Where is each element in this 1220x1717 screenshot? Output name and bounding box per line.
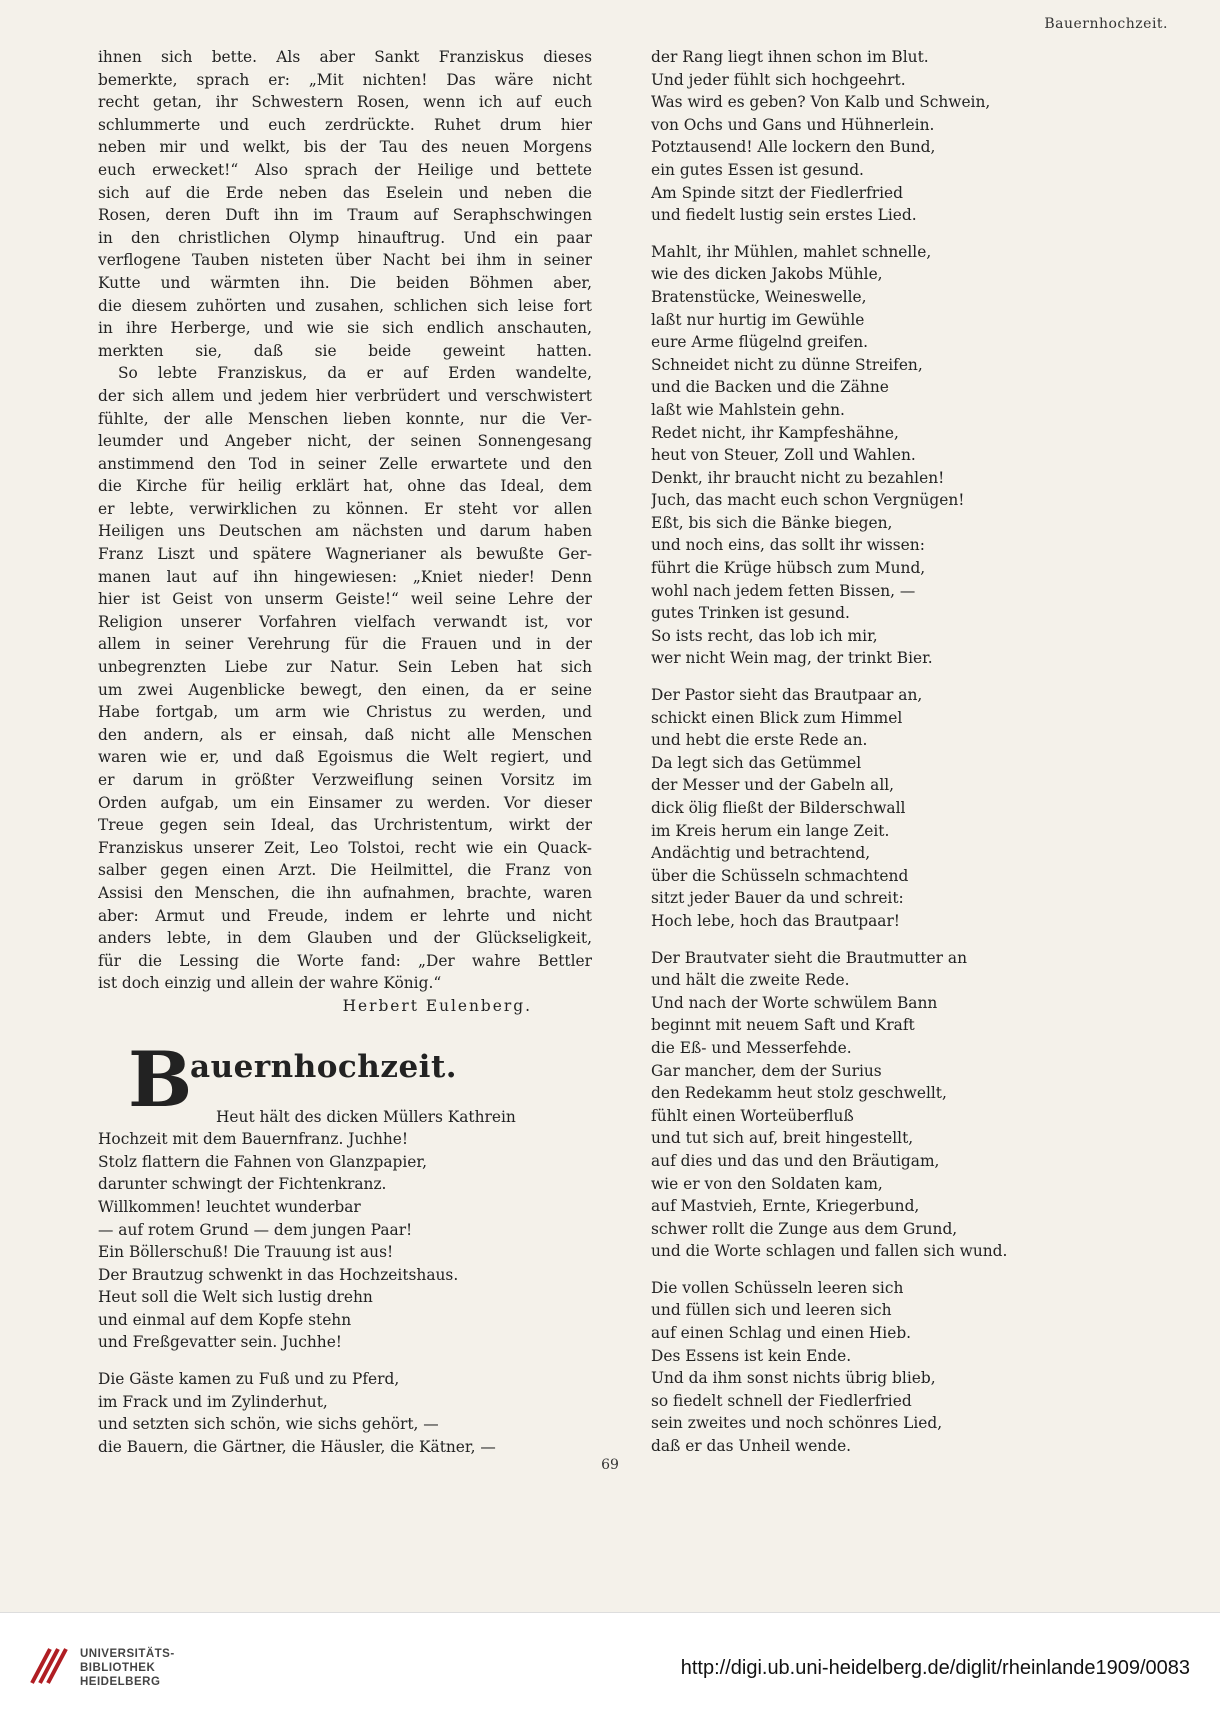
text-line: den andern, als er einsah, daß nicht alle Menschen bbox=[98, 725, 592, 744]
text-line: Treue gegen sein Ideal, das Urchristentum, wirkt der bbox=[98, 816, 592, 835]
text-line: die Bauern, die Gärtner, die Häusler, die Kätner, — bbox=[98, 1437, 496, 1456]
text-line: — auf rotem Grund — dem jungen Paar! bbox=[98, 1220, 413, 1239]
text-line: von Ochs und Gans und Hühnerlein. bbox=[651, 115, 935, 134]
text-line: salber gegen einen Arzt. Die Heilmittel, die Franz von bbox=[98, 861, 592, 880]
text-line: Und nach der Worte schwülem Bann bbox=[651, 993, 938, 1012]
text-line: Redet nicht, ihr Kampfeshähne, bbox=[651, 423, 899, 442]
text-line: führt die Krüge hübsch zum Mund, bbox=[651, 559, 926, 578]
text-line: aber: Armut und Freude, indem er lehrte und nicht bbox=[98, 906, 592, 925]
text-line: Ein Böllerschuß! Die Trauung ist aus! bbox=[98, 1243, 394, 1262]
text-line: euch erwecket!“ Also sprach der Heilige und bettete bbox=[98, 160, 592, 179]
text-line: für die Lessing die Worte fand: „Der wahre Bettler bbox=[98, 951, 592, 970]
poem-stanza bbox=[98, 1368, 592, 1458]
text-line: schickt einen Blick zum Himmel bbox=[651, 708, 903, 727]
text-line: und setzten sich schön, wie sichs gehört, — bbox=[98, 1415, 439, 1434]
text-line: neben mir und welkt, bis der Tau des neuen Morgens bbox=[98, 138, 592, 157]
library-footer bbox=[0, 1612, 1220, 1717]
text-line: Da legt sich das Getümmel bbox=[651, 753, 862, 772]
text-line: wohl nach jedem fetten Bissen, — bbox=[651, 581, 916, 600]
text-line: Assisi den Menschen, die ihn aufnahmen, brachte, waren bbox=[98, 883, 592, 902]
text-line: Stolz flattern die Fahnen von Glanzpapier, bbox=[98, 1152, 427, 1171]
text-line: Des Essens ist kein Ende. bbox=[651, 1346, 852, 1365]
poem-stanza bbox=[651, 947, 1081, 1263]
text-line: Hochzeit mit dem Bauernfranz. Juchhe! bbox=[98, 1130, 409, 1149]
text-line: So ists recht, das lob ich mir, bbox=[651, 626, 878, 645]
text-line: und einmal auf dem Kopfe stehn bbox=[98, 1310, 352, 1329]
text-line: darunter schwingt der Fichtenkranz. bbox=[98, 1175, 387, 1194]
poem-stanza bbox=[651, 46, 1081, 227]
text-line: der Messer und der Gabeln all, bbox=[651, 776, 895, 795]
text-line: und die Backen und die Zähne bbox=[651, 378, 889, 397]
text-line: Hoch lebe, hoch das Brautpaar! bbox=[651, 911, 900, 930]
text-line: Heiligen uns Deutschen am nächsten und darum haben bbox=[98, 522, 592, 541]
text-line: schwer rollt die Zunge aus dem Grund, bbox=[651, 1219, 958, 1238]
text-line: er darum in größter Verzweiflung seinen Vorsitz im bbox=[98, 771, 592, 789]
text-line: bemerkte, sprach er: „Mit nichten! Das wäre nicht bbox=[98, 70, 592, 89]
text-line: Juch, das macht euch schon Vergnügen! bbox=[651, 491, 965, 510]
text-line: Religion unserer Vorfahren vielfach verwandt ist, vor bbox=[98, 612, 592, 631]
text-line: Der Brautvater sieht die Brautmutter an bbox=[651, 948, 968, 967]
text-line: auf einen Schlag und einen Hieb. bbox=[651, 1324, 912, 1343]
text-line: recht getan, ihr Schwestern Rosen, wenn ich auf euch bbox=[98, 93, 592, 112]
running-head: Bauernhochzeit. bbox=[1044, 16, 1168, 32]
text-line: Die vollen Schüsseln leeren sich bbox=[651, 1278, 904, 1297]
text-line: Was wird es geben? Von Kalb und Schwein, bbox=[651, 93, 991, 112]
poem-stanza bbox=[651, 1277, 1081, 1458]
text-line: Potztausend! Alle lockern den Bund, bbox=[651, 138, 936, 157]
text-line: dick ölig fließt der Bilderschwall bbox=[651, 799, 906, 817]
library-name-line: HEIDELBERG bbox=[80, 1676, 161, 1688]
text-line: sich auf die Erde neben das Eselein und neben die bbox=[98, 183, 592, 202]
text-line: und noch eins, das sollt ihr wissen: bbox=[651, 536, 925, 555]
text-line: daß er das Unheil wende. bbox=[651, 1437, 852, 1456]
text-line: Schneidet nicht zu dünne Streifen, bbox=[651, 355, 923, 374]
text-line: Mahlt, ihr Mühlen, mahlet schnelle, bbox=[651, 242, 932, 261]
text-line: im Kreis herum ein lange Zeit. bbox=[651, 821, 890, 840]
text-line: und hebt die erste Rede an. bbox=[651, 731, 868, 750]
text-line: Willkommen! leuchtet wunderbar bbox=[98, 1197, 361, 1216]
text-line: laßt nur hurtig im Gewühle bbox=[651, 310, 865, 329]
text-line: anstimmend den Tod in seiner Zelle erwartete und den bbox=[98, 454, 592, 473]
text-line: heut von Steuer, Zoll und Wahlen. bbox=[651, 446, 916, 465]
text-line: der sich allem und jedem hier verbrüdert und verschwistert bbox=[98, 386, 592, 405]
text-line: Orden aufgab, um ein Einsamer zu werden. Vor dieser bbox=[98, 793, 592, 812]
poem-stanza bbox=[651, 684, 1081, 933]
text-line: Denkt, ihr braucht nicht zu bezahlen! bbox=[651, 468, 945, 487]
library-name bbox=[80, 1647, 175, 1689]
text-line: sitzt jeder Bauer da und schreit: bbox=[651, 889, 904, 908]
text-line: die Kirche für heilig erklärt hat, ohne das Ideal, dem bbox=[98, 477, 592, 496]
text-line: Die Gäste kamen zu Fuß und zu Pferd, bbox=[98, 1370, 400, 1389]
text-line: Der Brautzug schwenkt in das Hochzeitshaus. bbox=[98, 1265, 459, 1284]
text-line: hier ist Geist von unserm Geiste!“ weil seine Lehre der bbox=[98, 590, 592, 609]
library-name-line: BIBLIOTHEK bbox=[80, 1662, 156, 1674]
left-column bbox=[98, 46, 592, 1458]
poem-first-line: Heut hält des dicken Müllers Kathrein bbox=[216, 1107, 516, 1126]
text-line: über die Schüsseln schmachtend bbox=[651, 866, 909, 885]
poem-stanza bbox=[651, 241, 1081, 670]
library-name-line: UNIVERSITÄTS- bbox=[80, 1648, 175, 1660]
text-line: sein zweites und noch schönres Lied, bbox=[651, 1414, 943, 1433]
text-line: Andächtig und betrachtend, bbox=[651, 844, 871, 863]
text-line: Heut soll die Welt sich lustig drehn bbox=[98, 1288, 373, 1307]
page-number: 69 bbox=[601, 1457, 619, 1473]
text-line: beginnt mit neuem Saft und Kraft bbox=[651, 1016, 915, 1035]
text-line: ein gutes Essen ist gesund. bbox=[651, 160, 864, 179]
text-line: schlummerte und euch zerdrückte. Ruhet drum hier bbox=[98, 115, 592, 134]
text-line: um zwei Augenblicke bewegt, den einen, da er seine bbox=[98, 680, 592, 699]
text-line: eure Arme flügelnd greifen. bbox=[651, 333, 869, 352]
text-line: verflogene Tauben nisteten über Nacht bei ihm in seiner bbox=[98, 251, 592, 270]
text-line: ihnen sich bette. Als aber Sankt Franziskus dieses bbox=[98, 48, 592, 66]
text-line: wie er von den Soldaten kam, bbox=[651, 1174, 883, 1193]
text-line: die diesem zuhörten und zusahen, schlichen sich leise fort bbox=[98, 296, 592, 315]
text-line: fühlt einen Worteüberfluß bbox=[651, 1106, 854, 1125]
text-line: Bratenstücke, Weineswelle, bbox=[651, 287, 867, 306]
text-line: Franziskus unserer Zeit, Leo Tolstoi, recht wie ein Quack- bbox=[98, 838, 592, 857]
text-line: Kutte und wärmten ihn. Die beiden Böhmen aber, bbox=[98, 273, 592, 292]
text-line: Und da ihm sonst nichts übrig blieb, bbox=[651, 1369, 936, 1388]
text-line: So lebte Franziskus, da er auf Erden wandelte, bbox=[118, 364, 592, 383]
text-line: Rosen, deren Duft ihn im Traum auf Seraphschwingen bbox=[98, 206, 592, 225]
text-line: und füllen sich und leeren sich bbox=[651, 1301, 892, 1320]
university-logo-icon bbox=[26, 1643, 70, 1687]
text-line: Und jeder fühlt sich hochgeehrt. bbox=[651, 70, 906, 89]
text-line: Franz Liszt und spätere Wagnerianer als bewußte Ger- bbox=[98, 545, 592, 564]
text-line: wer nicht Wein mag, der trinkt Bier. bbox=[651, 649, 933, 668]
text-line: fühlte, der alle Menschen lieben konnte, nur die Ver- bbox=[98, 409, 592, 428]
text-line: den Redekamm heut stolz geschwellt, bbox=[651, 1084, 947, 1103]
text-line: allem in seiner Verehrung für die Frauen und in der bbox=[98, 635, 592, 654]
text-line: er lebte, verwirklichen zu können. Er steht vor allen bbox=[98, 499, 592, 518]
poem-title-initial: B bbox=[128, 1034, 193, 1124]
text-line: laßt wie Mahlstein gehn. bbox=[651, 400, 845, 419]
prose-paragraph-1 bbox=[98, 46, 592, 362]
text-line: und Freßgevatter sein. Juchhe! bbox=[98, 1333, 342, 1352]
text-line: auf dies und das und den Bräutigam, bbox=[651, 1151, 940, 1170]
text-line: merkten sie, daß sie beide geweint hatten. bbox=[98, 341, 592, 360]
text-line: und fiedelt lustig sein erstes Lied. bbox=[651, 206, 917, 225]
text-line: gutes Trinken ist gesund. bbox=[651, 604, 850, 623]
prose-paragraph-2 bbox=[98, 362, 592, 972]
text-line: manen laut auf ihn hingewiesen: „Kniet nieder! Denn bbox=[98, 567, 592, 586]
text-line: im Frack und im Zylinderhut, bbox=[98, 1392, 328, 1411]
text-line: anders lebte, in dem Glauben und der Glückseligkeit, bbox=[98, 929, 592, 948]
poem-stanza bbox=[98, 1128, 592, 1354]
text-line: die Eß- und Messerfehde. bbox=[651, 1038, 852, 1057]
text-line: und die Worte schlagen und fallen sich wund. bbox=[651, 1242, 1008, 1261]
text-line: Eßt, bis sich die Bänke biegen, bbox=[651, 513, 893, 532]
text-line: in den christlichen Olymp hinauftrug. Und ein paar bbox=[98, 228, 592, 247]
text-line: Habe fortgab, um arm wie Christus zu werden, und bbox=[98, 703, 592, 722]
text-line: waren wie er, und daß Egoismus die Welt regiert, und bbox=[98, 748, 592, 767]
text-line: und hält die zweite Rede. bbox=[651, 971, 850, 990]
text-line: der Rang liegt ihnen schon im Blut. bbox=[651, 48, 929, 66]
text-line: und tut sich auf, breit hingestellt, bbox=[651, 1129, 914, 1148]
text-line: Am Spinde sitzt der Fiedlerfried bbox=[651, 183, 903, 202]
prose-last-line: ist doch einzig und allein der wahre König.“ bbox=[98, 974, 442, 993]
text-line: Der Pastor sieht das Brautpaar an, bbox=[651, 686, 923, 705]
text-line: leumder und Angeber nicht, der seinen Sonnengesang bbox=[98, 432, 592, 451]
poem-title-text: auernhochzeit. bbox=[190, 1048, 458, 1085]
source-url-link[interactable]: http://digi.ub.uni-heidelberg.de/diglit/rheinlande1909/0083 bbox=[680, 1657, 1190, 1679]
text-line: auf Mastvieh, Ernte, Kriegerbund, bbox=[651, 1197, 920, 1216]
right-column bbox=[651, 46, 1081, 1458]
text-line: Gar mancher, dem der Surius bbox=[651, 1061, 882, 1080]
text-line: so fiedelt schnell der Fiedlerfried bbox=[651, 1391, 912, 1410]
text-line: unbegrenzten Liebe zur Natur. Sein Leben hat sich bbox=[98, 658, 592, 677]
text-line: wie des dicken Jakobs Mühle, bbox=[651, 265, 883, 284]
text-line: in ihre Herberge, und wie sie sich endlich anschauten, bbox=[98, 319, 592, 338]
author-signature: Herbert Eulenberg. bbox=[342, 996, 532, 1015]
